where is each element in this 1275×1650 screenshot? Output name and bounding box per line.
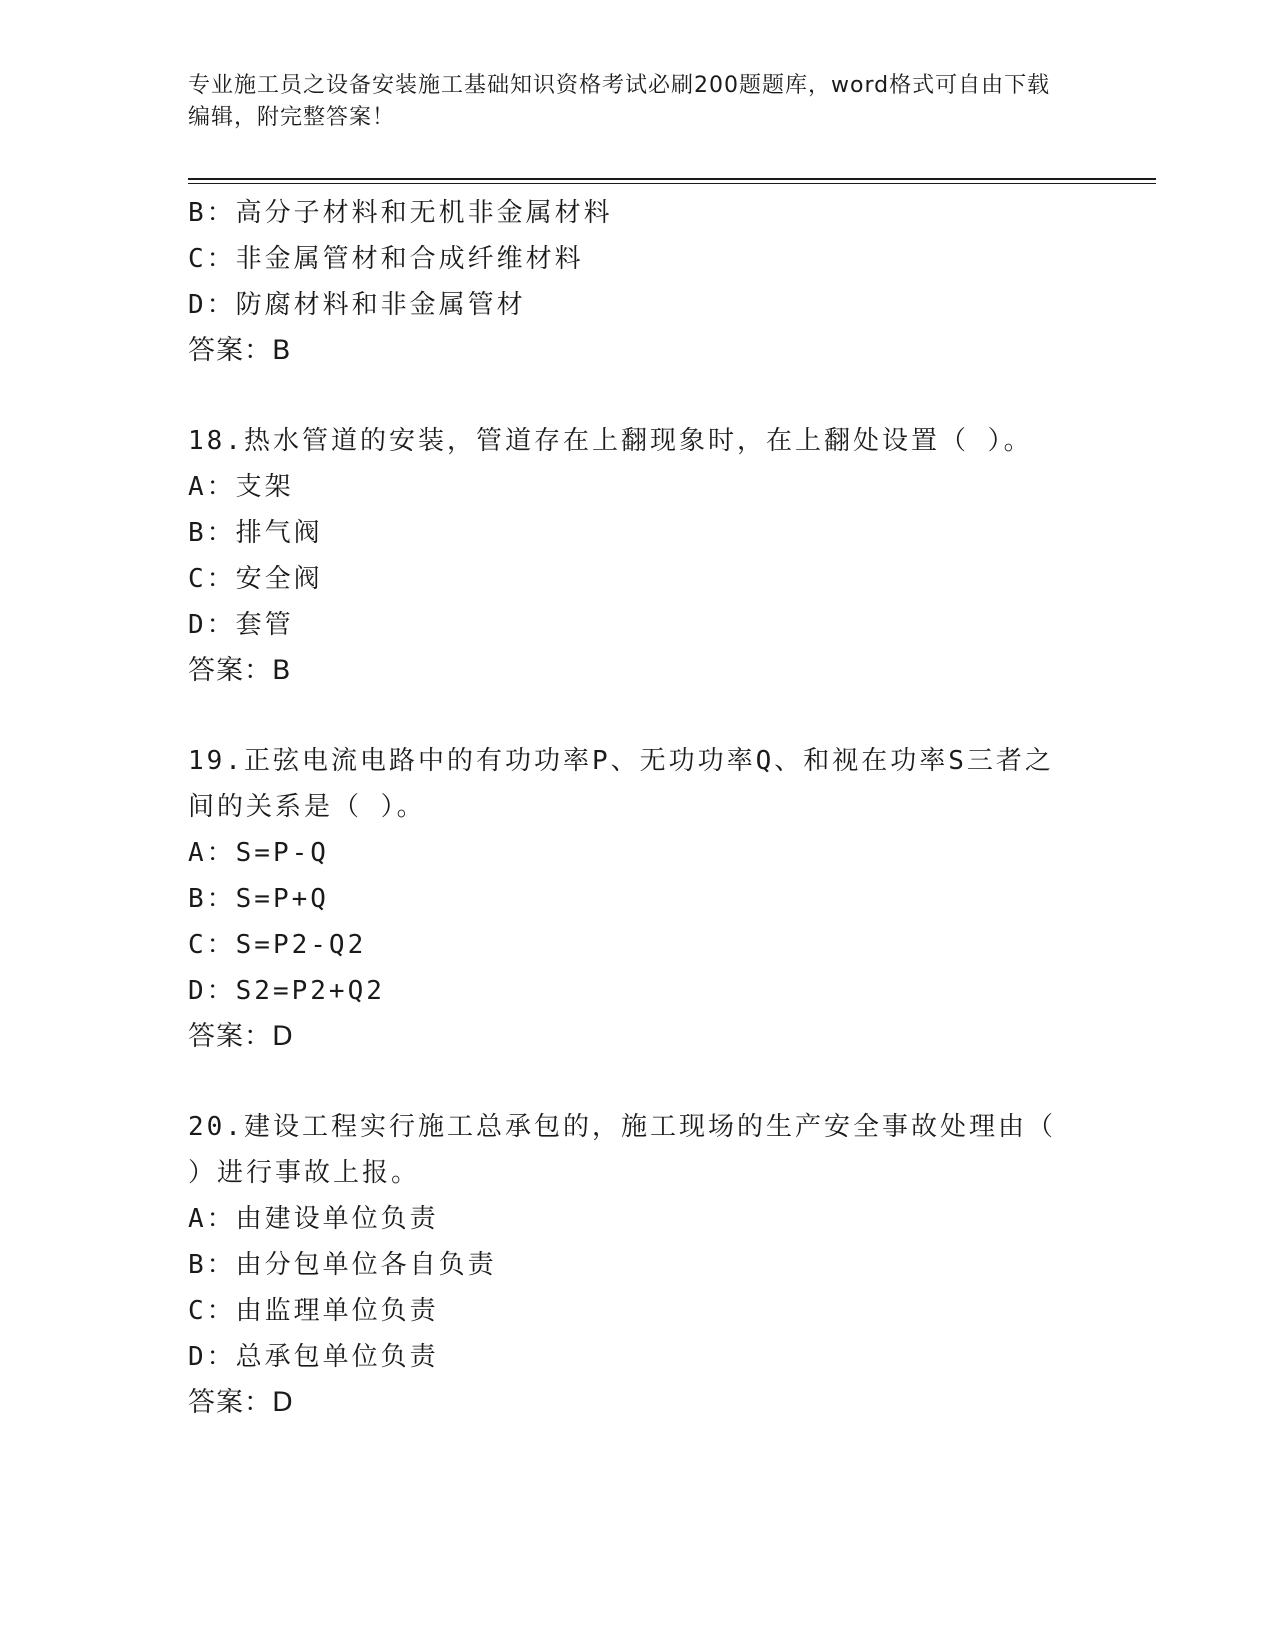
answer: 答案：D — [188, 1021, 294, 1052]
header-rule-thin — [188, 183, 1156, 184]
option-d: D：套管 — [188, 610, 294, 640]
question-text-line-1: 20.建设工程实行施工总承包的，施工现场的生产安全事故处理由（ — [188, 1112, 1056, 1142]
option-d: D：S2=P2+Q2 — [188, 976, 385, 1006]
document-header: 专业施工员之设备安装施工基础知识资格考试必刷200题题库，word格式可自由下载编辑，附完整答案！ — [188, 73, 1051, 130]
option-a: A：支架 — [188, 472, 294, 502]
answer: 答案：B — [188, 655, 292, 686]
option-d: D：防腐材料和非金属管材 — [188, 290, 526, 320]
question-text-line-2: ）进行事故上报。 — [188, 1158, 421, 1188]
option-d: D：总承包单位负责 — [188, 1342, 439, 1372]
question-18-block — [188, 418, 1068, 694]
answer: 答案：D — [188, 1387, 294, 1418]
question-text: 18.热水管道的安装，管道存在上翻现象时，在上翻处设置（ ）。 — [188, 426, 1033, 456]
option-c: C：非金属管材和合成纤维材料 — [188, 244, 584, 274]
question-17-block — [188, 190, 1068, 374]
option-b: B：由分包单位各自负责 — [188, 1250, 497, 1280]
question-20-block — [188, 1104, 1068, 1426]
spacer — [188, 694, 1068, 738]
option-b: B：S=P+Q — [188, 884, 329, 914]
spacer — [188, 374, 1068, 418]
document-body — [188, 190, 1068, 1426]
option-b: B：高分子材料和无机非金属材料 — [188, 198, 613, 228]
option-c: C：由监理单位负责 — [188, 1296, 439, 1326]
question-19-block — [188, 738, 1068, 1060]
answer: 答案：B — [188, 335, 292, 366]
question-text-line-1: 19.正弦电流电路中的有功功率P、无功功率Q、和视在功率S三者之 — [188, 746, 1054, 776]
header-rule-thick — [188, 178, 1156, 180]
option-a: A：S=P-Q — [188, 838, 329, 868]
option-b: B：排气阀 — [188, 518, 323, 548]
option-c: C：S=P2-Q2 — [188, 930, 367, 960]
option-a: A：由建设单位负责 — [188, 1204, 439, 1234]
spacer — [188, 1060, 1068, 1104]
question-text-line-2: 间的关系是（ ）。 — [188, 792, 426, 822]
option-c: C：安全阀 — [188, 564, 323, 594]
